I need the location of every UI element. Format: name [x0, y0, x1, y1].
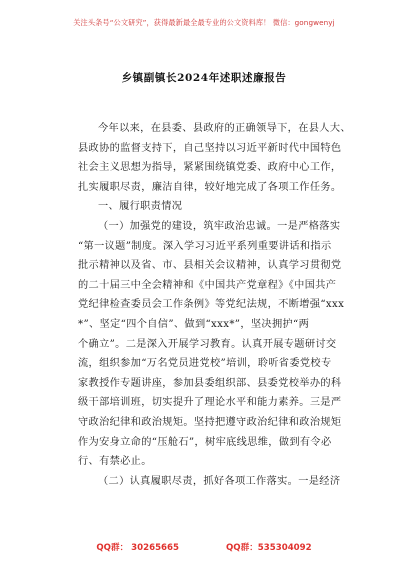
- document-body: [78, 119, 352, 491]
- intro-line: 县政协的监督支持下，自己坚持以习近平新时代中国特色: [78, 142, 342, 154]
- body-line: 批示精神以及省、市、县相关会议精神，认真学习贯彻党: [78, 260, 342, 272]
- body-line: （一）加强党的建设，筑牢政治忠诚。一是严格落实: [98, 220, 341, 232]
- body-line: 家教授作专题讲座，参加县委组织部、县委党校举办的科: [78, 377, 342, 389]
- body-line: 个确立”。二是深入开展学习教育。认真开展专题研讨交: [78, 338, 337, 350]
- section-heading: 一、履行职责情况: [98, 201, 183, 213]
- body-line: 行、有禁必止。: [78, 456, 152, 468]
- promo-banner: 关注头条号“公文研究”，获得最新最全最专业的公文资料库！ 微信：gongwenyj: [73, 18, 335, 27]
- body-line: 流，组织参加“万名党员进党校”培训，聆听省委党校专: [78, 358, 332, 370]
- footer-contacts: [0, 541, 408, 553]
- body-line: 级干部培训班，切实提升了理论水平和能力素养。三是严: [78, 397, 342, 409]
- body-line: （二）认真履职尽责，抓好各项工作落实。一是经济: [98, 475, 341, 487]
- qq-group-2: QQ群：535304092: [226, 543, 312, 553]
- body-line: “第一议题”制度。深入学习习近平系列重要讲话和指示: [78, 240, 332, 252]
- qq-group-1: QQ群： 30265665: [96, 543, 179, 553]
- intro-line: 今年以来，在县委、县政府的正确领导下，在县人大、: [98, 123, 351, 134]
- body-line: 的二十届三中全会精神和《中国共产党章程》《中国共产: [78, 279, 337, 291]
- intro-line: 社会主义思想为指导，紧紧围绕镇党委、政府中心工作，: [78, 162, 342, 174]
- body-line: 守政治纪律和政治规矩。坚持把遵守政治纪律和政治规矩: [78, 416, 342, 428]
- body-line: *”、坚定“四个自信”、做到“xxx*”，坚决拥护“两: [78, 318, 310, 330]
- body-line: 党纪律检查委员会工作条例》等党纪法规，不断增强“xxx: [78, 299, 345, 311]
- document-title: 乡镇副镇长2024年述职述廉报告: [121, 72, 287, 84]
- intro-line: 扎实履职尽责，廉洁自律，较好地完成了各项工作任务。: [78, 181, 342, 193]
- body-line: 作为安身立命的“压舱石”，树牢底线思维，做到有令必: [78, 436, 332, 448]
